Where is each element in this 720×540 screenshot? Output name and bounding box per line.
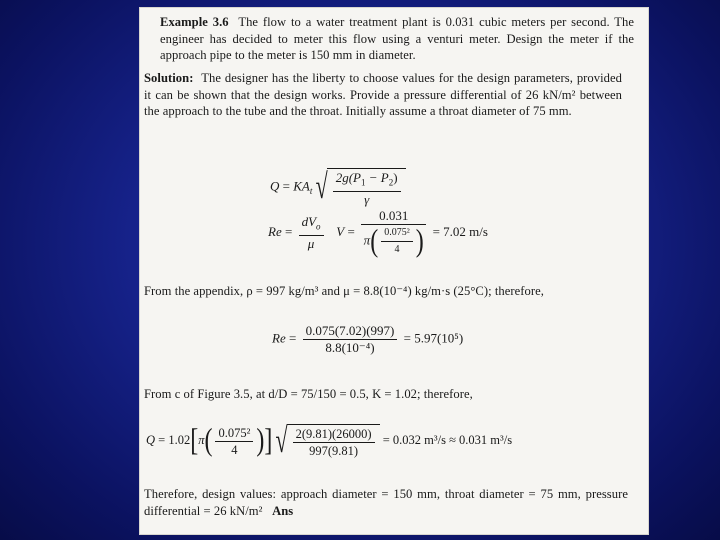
eq2-num: dV	[301, 214, 317, 230]
eq1-coef: KA	[293, 178, 310, 194]
example-paragraph	[160, 14, 634, 64]
eq1-fraction	[333, 171, 401, 207]
figure-line	[144, 386, 634, 403]
flow-check-equation: Q = 1.02[π( $\frac{\text{0.075²}}{4}$ )] √ $\frac{2(9.81)(26000)}{997(9.81)}$ = 0.032 m³/s ≈ 0.031 m³/s	[146, 420, 513, 461]
figure-text: From c of Figure 3.5, at d/D = 75/150 = 0.5, K = 1.02; therefore,	[144, 387, 473, 401]
eq4-sqrt: √ $\frac{2(9.81)(26000)}{997(9.81)}$	[275, 424, 379, 458]
eq2-pi: π	[363, 232, 371, 248]
eq4-root-fraction	[293, 427, 375, 458]
eq3-re: Re	[272, 330, 286, 346]
solution-text: The designer has the liberty to choose values for the design parameters, provided it can be shown that the design works. Provide a pressure differential of 26 kN/m² between the approach to the tube and the throat. Initially assume a throat diameter of 75 mm.	[144, 71, 622, 119]
eq4-result: = 0.032 m³/s ≈ 0.031 m³/s	[382, 432, 513, 447]
eq3-num: 0.075(7.02)(997)	[303, 324, 398, 340]
appendix-text: From the appendix, ρ = 997 kg/m³ and μ = 8.8(10⁻⁴) kg/m·s (25°C); therefore,	[144, 284, 544, 298]
eq2-v: V	[336, 223, 345, 239]
eq1-equals: =	[282, 178, 290, 194]
answer-label: Ans	[272, 503, 294, 518]
eq2-diam-fraction	[381, 226, 413, 257]
eq1-sqrt: √ $\frac{2g(P_1 - P_2)}{\gamma}$	[316, 168, 406, 207]
solution-label: Solution:	[144, 71, 194, 85]
eq1-coef-sub: t	[309, 185, 313, 196]
eq2-v-equals: =	[347, 223, 355, 239]
flow-equation	[270, 168, 406, 207]
eq4-diam-fraction	[215, 426, 253, 457]
eq2-equals: =	[284, 223, 293, 239]
conclusion-paragraph	[144, 486, 628, 519]
eq2-re: Re	[268, 223, 282, 239]
eq1-sub2: 2	[388, 177, 394, 188]
eq4-coef: 1.02	[168, 432, 191, 447]
eq1-sub1: 1	[360, 177, 366, 188]
eq3-fraction	[303, 324, 398, 355]
textbook-page	[140, 8, 648, 534]
eq4-rnum: 2(9.81)(26000)	[293, 427, 375, 443]
example-text: The flow to a water treatment plant is 0.031 cubic meters per second. The engineer has decided to meter this flow using a venturi meter. Design the meter if the approach pipe to the meter is 150 mm in diameter.	[160, 15, 634, 63]
eq2-result: = 7.02 m/s	[432, 223, 488, 239]
eq1-num: 2g(P	[335, 170, 361, 185]
eq4-q: Q	[146, 432, 156, 447]
conclusion-text: Therefore, design values: approach diameter = 150 mm, throat diameter = 75 mm, pressure differential = 26 kN/m²	[144, 487, 628, 518]
eq2-dnum: 0.075²	[381, 226, 413, 242]
eq3-result: = 5.97(10⁵)	[403, 330, 464, 346]
eq3-den: 8.8(10⁻⁴)	[325, 340, 375, 355]
example-label: Example 3.6	[160, 15, 229, 29]
eq4-pi: π	[198, 432, 205, 447]
eq1-lhs: Q	[270, 178, 280, 194]
eq4-rden: 997(9.81)	[309, 444, 359, 458]
eq3-equals: =	[288, 330, 297, 346]
eq2-dden: 4	[394, 244, 400, 255]
eq4-dnum: 0.075²	[215, 426, 253, 442]
reynolds-number-equation	[272, 324, 463, 355]
eq1-num-end: )	[393, 170, 398, 185]
eq2-den: μ	[307, 235, 315, 251]
eq2-num-sub: o	[316, 221, 321, 232]
eq1-den: γ	[364, 191, 370, 207]
eq4-equals: =	[158, 432, 166, 447]
eq2-re-fraction	[299, 215, 324, 251]
eq2-v-fraction: 0.031 π( $\frac{\text{0.075²}}{4}$ )	[361, 209, 426, 257]
solution-paragraph	[144, 70, 622, 120]
reynolds-velocity-equation	[268, 209, 488, 257]
eq1-num-mid: − P	[365, 170, 389, 185]
eq4-dden: 4	[231, 442, 238, 457]
eq2-vnum: 0.031	[361, 209, 426, 225]
appendix-line	[144, 283, 634, 300]
